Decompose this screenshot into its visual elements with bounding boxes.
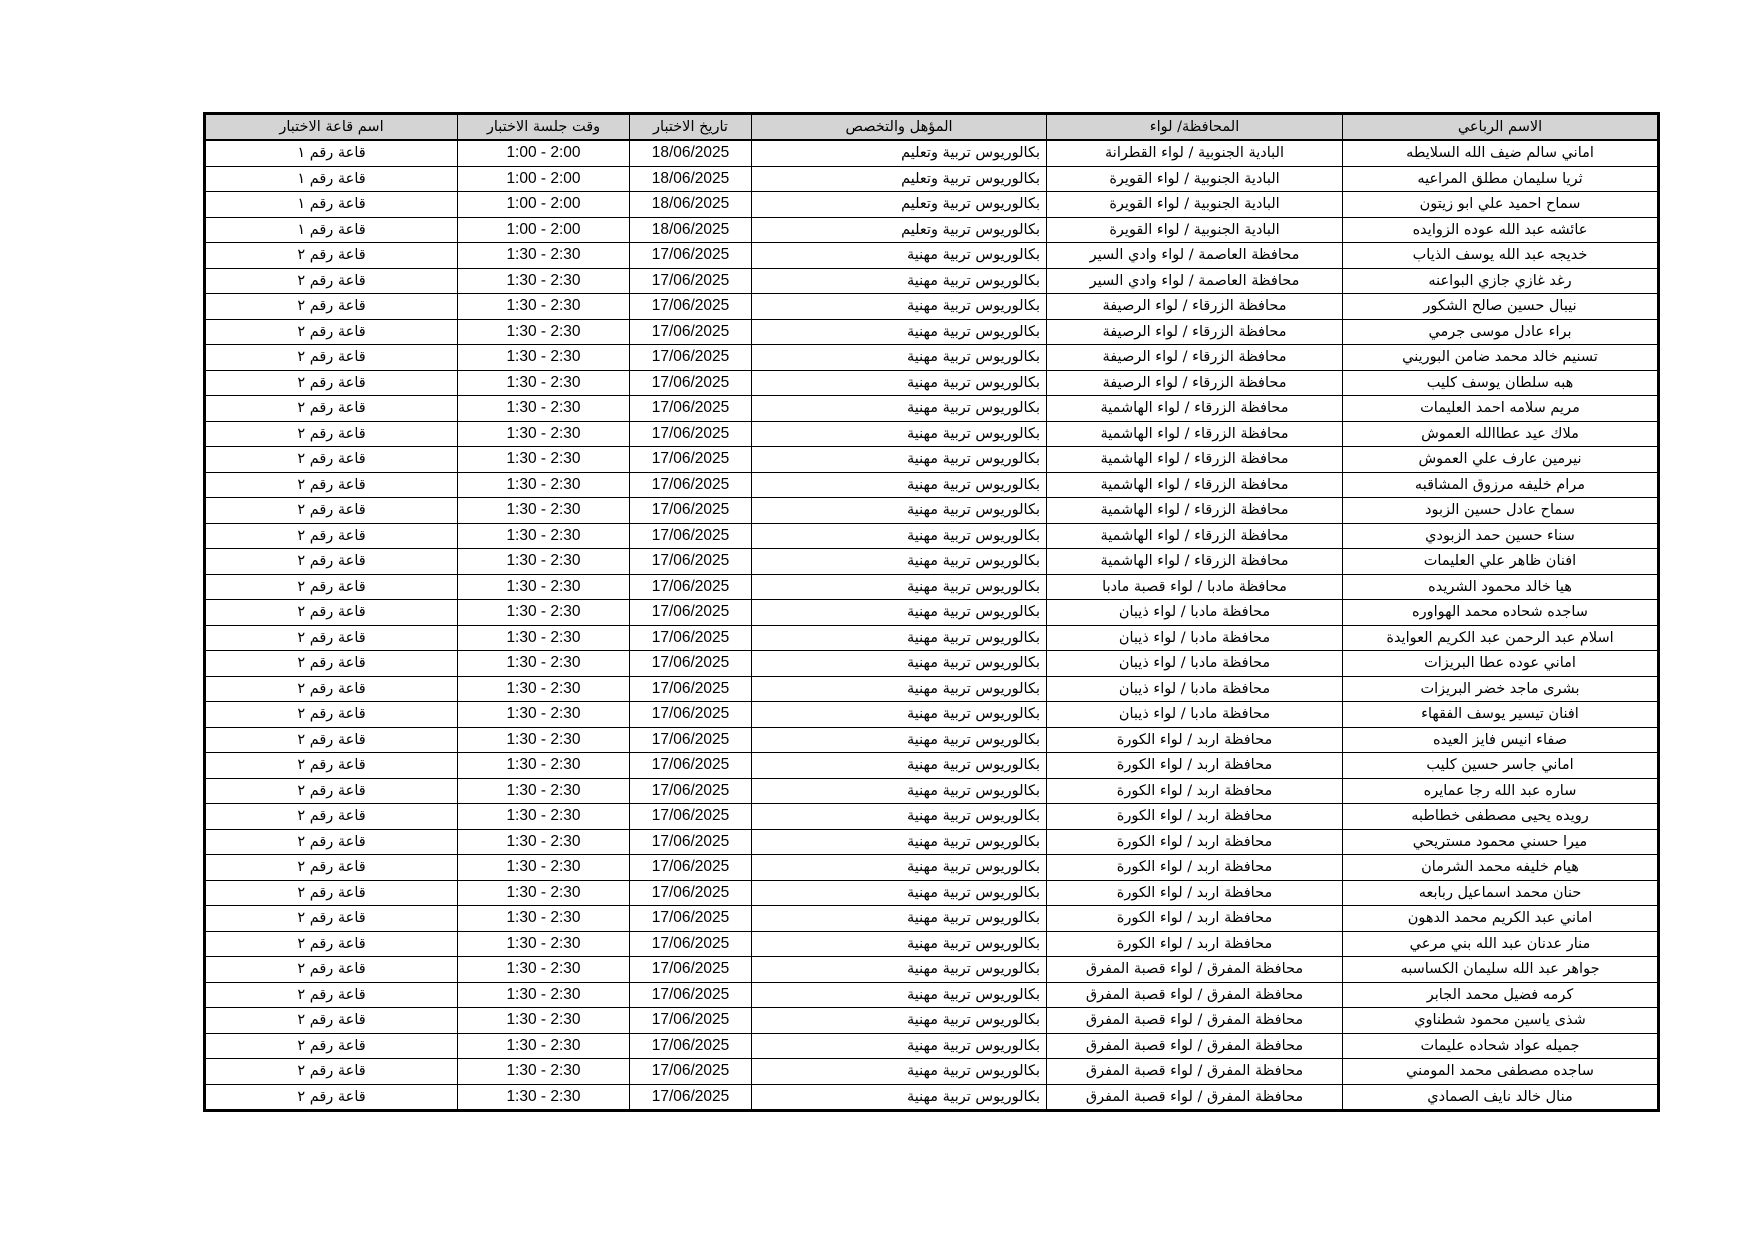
time-cell: 1:30 - 2:30: [458, 880, 630, 906]
table-row: [205, 319, 1659, 345]
time-cell: 1:30 - 2:30: [458, 778, 630, 804]
governorate-cell: البادية الجنوبية / لواء القويرة: [1047, 192, 1343, 218]
qualification-cell: بكالوريوس تربية مهنية: [752, 472, 1047, 498]
hall-cell: قاعة رقم ١: [205, 192, 458, 218]
name-cell: اماني عبد الكريم محمد الدهون: [1343, 906, 1659, 932]
date-cell: 17/06/2025: [630, 855, 752, 881]
time-cell: 1:30 - 2:30: [458, 370, 630, 396]
governorate-cell: محافظة الزرقاء / لواء الهاشمية: [1047, 498, 1343, 524]
date-cell: 17/06/2025: [630, 370, 752, 396]
hall-cell: قاعة رقم ٢: [205, 676, 458, 702]
table-row: [205, 906, 1659, 932]
table-row: [205, 549, 1659, 575]
date-cell: 17/06/2025: [630, 345, 752, 371]
date-cell: 17/06/2025: [630, 778, 752, 804]
date-cell: 17/06/2025: [630, 268, 752, 294]
name-cell: صفاء انيس فايز العيده: [1343, 727, 1659, 753]
table-row: [205, 829, 1659, 855]
hall-cell: قاعة رقم ٢: [205, 421, 458, 447]
qualification-cell: بكالوريوس تربية وتعليم: [752, 217, 1047, 243]
governorate-cell: محافظة المفرق / لواء قصبة المفرق: [1047, 957, 1343, 983]
name-cell: رويده يحيى مصطفى خطاطبه: [1343, 804, 1659, 830]
date-cell: 17/06/2025: [630, 600, 752, 626]
name-cell: سماح عادل حسين الزبود: [1343, 498, 1659, 524]
date-cell: 18/06/2025: [630, 140, 752, 166]
hall-cell: قاعة رقم ٢: [205, 1008, 458, 1034]
qualification-cell: بكالوريوس تربية مهنية: [752, 523, 1047, 549]
table-row: [205, 396, 1659, 422]
qualification-cell: بكالوريوس تربية مهنية: [752, 319, 1047, 345]
time-cell: 1:30 - 2:30: [458, 804, 630, 830]
governorate-cell: محافظة مادبا / لواء ذيبان: [1047, 702, 1343, 728]
hall-cell: قاعة رقم ٢: [205, 574, 458, 600]
hall-cell: قاعة رقم ٢: [205, 753, 458, 779]
table-row: [205, 166, 1659, 192]
name-cell: اماني عوده عطا البريزات: [1343, 651, 1659, 677]
date-cell: 17/06/2025: [630, 243, 752, 269]
name-cell: عائشه عبد الله عوده الزوايده: [1343, 217, 1659, 243]
governorate-cell: محافظة الزرقاء / لواء الهاشمية: [1047, 396, 1343, 422]
date-cell: 17/06/2025: [630, 1008, 752, 1034]
qualification-cell: بكالوريوس تربية مهنية: [752, 396, 1047, 422]
hall-cell: قاعة رقم ٢: [205, 243, 458, 269]
governorate-cell: محافظة المفرق / لواء قصبة المفرق: [1047, 1059, 1343, 1085]
qualification-cell: بكالوريوس تربية مهنية: [752, 294, 1047, 320]
qualification-cell: بكالوريوس تربية مهنية: [752, 574, 1047, 600]
date-cell: 17/06/2025: [630, 447, 752, 473]
table-row: [205, 243, 1659, 269]
name-cell: ملاك عيد عطاالله العموش: [1343, 421, 1659, 447]
table-row: [205, 855, 1659, 881]
time-cell: 1:30 - 2:30: [458, 727, 630, 753]
date-cell: 17/06/2025: [630, 1059, 752, 1085]
table-row: [205, 217, 1659, 243]
qualification-cell: بكالوريوس تربية مهنية: [752, 1059, 1047, 1085]
header-time: وقت جلسة الاختبار: [458, 114, 630, 141]
qualification-cell: بكالوريوس تربية مهنية: [752, 370, 1047, 396]
table-row: [205, 651, 1659, 677]
qualification-cell: بكالوريوس تربية مهنية: [752, 268, 1047, 294]
time-cell: 1:30 - 2:30: [458, 421, 630, 447]
time-cell: 1:30 - 2:30: [458, 676, 630, 702]
hall-cell: قاعة رقم ٢: [205, 931, 458, 957]
date-cell: 17/06/2025: [630, 319, 752, 345]
governorate-cell: البادية الجنوبية / لواء القطرانة: [1047, 140, 1343, 166]
governorate-cell: محافظة المفرق / لواء قصبة المفرق: [1047, 1084, 1343, 1111]
name-cell: ميرا حسني محمود مستريحي: [1343, 829, 1659, 855]
name-cell: جميله عواد شحاده عليمات: [1343, 1033, 1659, 1059]
table-row: [205, 727, 1659, 753]
time-cell: 1:30 - 2:30: [458, 345, 630, 371]
date-cell: 18/06/2025: [630, 192, 752, 218]
time-cell: 1:30 - 2:30: [458, 523, 630, 549]
date-cell: 17/06/2025: [630, 676, 752, 702]
exam-schedule-sheet: [203, 112, 1657, 1112]
hall-cell: قاعة رقم ٢: [205, 625, 458, 651]
table-row: [205, 268, 1659, 294]
time-cell: 1:30 - 2:30: [458, 1008, 630, 1034]
header-governorate: المحافظة/ لواء: [1047, 114, 1343, 141]
time-cell: 1:30 - 2:30: [458, 957, 630, 983]
name-cell: هيا خالد محمود الشريده: [1343, 574, 1659, 600]
date-cell: 17/06/2025: [630, 523, 752, 549]
name-cell: اسلام عبد الرحمن عبد الكريم العوايدة: [1343, 625, 1659, 651]
table-row: [205, 1008, 1659, 1034]
governorate-cell: محافظة الزرقاء / لواء الرصيفة: [1047, 319, 1343, 345]
qualification-cell: بكالوريوس تربية مهنية: [752, 421, 1047, 447]
qualification-cell: بكالوريوس تربية مهنية: [752, 676, 1047, 702]
table-row: [205, 192, 1659, 218]
name-cell: تسنيم خالد محمد ضامن البوريني: [1343, 345, 1659, 371]
name-cell: افنان ظاهر علي العليمات: [1343, 549, 1659, 575]
hall-cell: قاعة رقم ٢: [205, 957, 458, 983]
qualification-cell: بكالوريوس تربية مهنية: [752, 931, 1047, 957]
date-cell: 17/06/2025: [630, 651, 752, 677]
qualification-cell: بكالوريوس تربية مهنية: [752, 702, 1047, 728]
time-cell: 1:30 - 2:30: [458, 1084, 630, 1111]
governorate-cell: محافظة الزرقاء / لواء الهاشمية: [1047, 523, 1343, 549]
governorate-cell: محافظة مادبا / لواء ذيبان: [1047, 651, 1343, 677]
time-cell: 1:00 - 2:00: [458, 192, 630, 218]
hall-cell: قاعة رقم ٢: [205, 855, 458, 881]
time-cell: 1:30 - 2:30: [458, 549, 630, 575]
hall-cell: قاعة رقم ٢: [205, 370, 458, 396]
time-cell: 1:00 - 2:00: [458, 140, 630, 166]
table-row: [205, 1033, 1659, 1059]
hall-cell: قاعة رقم ٢: [205, 982, 458, 1008]
qualification-cell: بكالوريوس تربية مهنية: [752, 906, 1047, 932]
table-row: [205, 370, 1659, 396]
hall-cell: قاعة رقم ٢: [205, 702, 458, 728]
table-row: [205, 982, 1659, 1008]
governorate-cell: محافظة مادبا / لواء ذيبان: [1047, 625, 1343, 651]
time-cell: 1:30 - 2:30: [458, 600, 630, 626]
governorate-cell: محافظة الزرقاء / لواء الرصيفة: [1047, 294, 1343, 320]
time-cell: 1:30 - 2:30: [458, 931, 630, 957]
hall-cell: قاعة رقم ٢: [205, 829, 458, 855]
governorate-cell: محافظة الزرقاء / لواء الهاشمية: [1047, 472, 1343, 498]
name-cell: نيرمين عارف علي العموش: [1343, 447, 1659, 473]
governorate-cell: محافظة الزرقاء / لواء الرصيفة: [1047, 345, 1343, 371]
hall-cell: قاعة رقم ٢: [205, 523, 458, 549]
qualification-cell: بكالوريوس تربية مهنية: [752, 625, 1047, 651]
name-cell: بشرى ماجد خضر البريزات: [1343, 676, 1659, 702]
qualification-cell: بكالوريوس تربية مهنية: [752, 651, 1047, 677]
name-cell: مرام خليفه مرزوق المشاقبه: [1343, 472, 1659, 498]
qualification-cell: بكالوريوس تربية مهنية: [752, 829, 1047, 855]
governorate-cell: محافظة اربد / لواء الكورة: [1047, 727, 1343, 753]
name-cell: شذى ياسين محمود شطناوي: [1343, 1008, 1659, 1034]
hall-cell: قاعة رقم ١: [205, 166, 458, 192]
governorate-cell: البادية الجنوبية / لواء القويرة: [1047, 217, 1343, 243]
date-cell: 17/06/2025: [630, 498, 752, 524]
date-cell: 17/06/2025: [630, 1084, 752, 1111]
header-row: [205, 114, 1659, 141]
governorate-cell: محافظة العاصمة / لواء وادي السير: [1047, 268, 1343, 294]
time-cell: 1:30 - 2:30: [458, 829, 630, 855]
hall-cell: قاعة رقم ٢: [205, 600, 458, 626]
qualification-cell: بكالوريوس تربية وتعليم: [752, 192, 1047, 218]
hall-cell: قاعة رقم ٢: [205, 1033, 458, 1059]
qualification-cell: بكالوريوس تربية مهنية: [752, 345, 1047, 371]
hall-cell: قاعة رقم ٢: [205, 345, 458, 371]
time-cell: 1:30 - 2:30: [458, 753, 630, 779]
name-cell: رغد غازي جازي البواعنه: [1343, 268, 1659, 294]
table-row: [205, 447, 1659, 473]
name-cell: اماني سالم ضيف الله السلايطه: [1343, 140, 1659, 166]
time-cell: 1:30 - 2:30: [458, 651, 630, 677]
qualification-cell: بكالوريوس تربية مهنية: [752, 778, 1047, 804]
hall-cell: قاعة رقم ٢: [205, 319, 458, 345]
qualification-cell: بكالوريوس تربية مهنية: [752, 1084, 1047, 1111]
table-row: [205, 957, 1659, 983]
name-cell: افنان تيسير يوسف الفقهاء: [1343, 702, 1659, 728]
name-cell: ثريا سليمان مطلق المراعيه: [1343, 166, 1659, 192]
table-row: [205, 345, 1659, 371]
time-cell: 1:00 - 2:00: [458, 217, 630, 243]
date-cell: 17/06/2025: [630, 727, 752, 753]
table-row: [205, 880, 1659, 906]
date-cell: 18/06/2025: [630, 217, 752, 243]
governorate-cell: محافظة اربد / لواء الكورة: [1047, 829, 1343, 855]
table-row: [205, 294, 1659, 320]
time-cell: 1:30 - 2:30: [458, 498, 630, 524]
governorate-cell: محافظة المفرق / لواء قصبة المفرق: [1047, 982, 1343, 1008]
header-qualification: المؤهل والتخصص: [752, 114, 1047, 141]
date-cell: 18/06/2025: [630, 166, 752, 192]
date-cell: 17/06/2025: [630, 702, 752, 728]
hall-cell: قاعة رقم ١: [205, 140, 458, 166]
qualification-cell: بكالوريوس تربية مهنية: [752, 727, 1047, 753]
date-cell: 17/06/2025: [630, 880, 752, 906]
governorate-cell: محافظة اربد / لواء الكورة: [1047, 804, 1343, 830]
name-cell: براء عادل موسى جرمي: [1343, 319, 1659, 345]
name-cell: اماني جاسر حسين كليب: [1343, 753, 1659, 779]
qualification-cell: بكالوريوس تربية مهنية: [752, 855, 1047, 881]
table-row: [205, 804, 1659, 830]
time-cell: 1:30 - 2:30: [458, 625, 630, 651]
name-cell: حنان محمد اسماعيل ربابعه: [1343, 880, 1659, 906]
date-cell: 17/06/2025: [630, 421, 752, 447]
name-cell: منار عدنان عبد الله بني مرعي: [1343, 931, 1659, 957]
governorate-cell: محافظة اربد / لواء الكورة: [1047, 855, 1343, 881]
hall-cell: قاعة رقم ١: [205, 217, 458, 243]
hall-cell: قاعة رقم ٢: [205, 549, 458, 575]
time-cell: 1:00 - 2:00: [458, 166, 630, 192]
date-cell: 17/06/2025: [630, 574, 752, 600]
date-cell: 17/06/2025: [630, 625, 752, 651]
time-cell: 1:30 - 2:30: [458, 472, 630, 498]
time-cell: 1:30 - 2:30: [458, 1033, 630, 1059]
hall-cell: قاعة رقم ٢: [205, 651, 458, 677]
table-row: [205, 625, 1659, 651]
name-cell: هبه سلطان يوسف كليب: [1343, 370, 1659, 396]
exam-schedule-table: [203, 112, 1660, 1112]
qualification-cell: بكالوريوس تربية وتعليم: [752, 166, 1047, 192]
qualification-cell: بكالوريوس تربية مهنية: [752, 549, 1047, 575]
governorate-cell: محافظة اربد / لواء الكورة: [1047, 778, 1343, 804]
date-cell: 17/06/2025: [630, 829, 752, 855]
name-cell: مريم سلامه احمد العليمات: [1343, 396, 1659, 422]
time-cell: 1:30 - 2:30: [458, 702, 630, 728]
table-row: [205, 753, 1659, 779]
governorate-cell: محافظة مادبا / لواء قصبة مادبا: [1047, 574, 1343, 600]
time-cell: 1:30 - 2:30: [458, 447, 630, 473]
date-cell: 17/06/2025: [630, 906, 752, 932]
date-cell: 17/06/2025: [630, 549, 752, 575]
name-cell: سماح احميد علي ابو زيتون: [1343, 192, 1659, 218]
time-cell: 1:30 - 2:30: [458, 294, 630, 320]
table-row: [205, 523, 1659, 549]
qualification-cell: بكالوريوس تربية مهنية: [752, 1008, 1047, 1034]
name-cell: جواهر عبد الله سليمان الكساسبه: [1343, 957, 1659, 983]
qualification-cell: بكالوريوس تربية وتعليم: [752, 140, 1047, 166]
date-cell: 17/06/2025: [630, 931, 752, 957]
time-cell: 1:30 - 2:30: [458, 574, 630, 600]
qualification-cell: بكالوريوس تربية مهنية: [752, 804, 1047, 830]
governorate-cell: محافظة الزرقاء / لواء الهاشمية: [1047, 549, 1343, 575]
governorate-cell: محافظة اربد / لواء الكورة: [1047, 906, 1343, 932]
hall-cell: قاعة رقم ٢: [205, 268, 458, 294]
table-row: [205, 1084, 1659, 1111]
time-cell: 1:30 - 2:30: [458, 243, 630, 269]
hall-cell: قاعة رقم ٢: [205, 880, 458, 906]
name-cell: ساره عبد الله رجا عمايره: [1343, 778, 1659, 804]
governorate-cell: محافظة مادبا / لواء ذيبان: [1047, 600, 1343, 626]
governorate-cell: محافظة المفرق / لواء قصبة المفرق: [1047, 1033, 1343, 1059]
qualification-cell: بكالوريوس تربية مهنية: [752, 753, 1047, 779]
time-cell: 1:30 - 2:30: [458, 855, 630, 881]
qualification-cell: بكالوريوس تربية مهنية: [752, 957, 1047, 983]
name-cell: ساجده مصطفى محمد المومني: [1343, 1059, 1659, 1085]
header-date: تاريخ الاختبار: [630, 114, 752, 141]
governorate-cell: محافظة المفرق / لواء قصبة المفرق: [1047, 1008, 1343, 1034]
time-cell: 1:30 - 2:30: [458, 906, 630, 932]
hall-cell: قاعة رقم ٢: [205, 804, 458, 830]
table-body: [205, 140, 1659, 1111]
hall-cell: قاعة رقم ٢: [205, 472, 458, 498]
qualification-cell: بكالوريوس تربية مهنية: [752, 498, 1047, 524]
governorate-cell: محافظة اربد / لواء الكورة: [1047, 753, 1343, 779]
date-cell: 17/06/2025: [630, 396, 752, 422]
table-row: [205, 472, 1659, 498]
table-row: [205, 600, 1659, 626]
date-cell: 17/06/2025: [630, 753, 752, 779]
name-cell: كرمه فضيل محمد الجابر: [1343, 982, 1659, 1008]
qualification-cell: بكالوريوس تربية مهنية: [752, 600, 1047, 626]
governorate-cell: محافظة الزرقاء / لواء الهاشمية: [1047, 447, 1343, 473]
governorate-cell: محافظة اربد / لواء الكورة: [1047, 880, 1343, 906]
header-full-name: الاسم الرباعي: [1343, 114, 1659, 141]
table-row: [205, 676, 1659, 702]
date-cell: 17/06/2025: [630, 804, 752, 830]
governorate-cell: البادية الجنوبية / لواء القويرة: [1047, 166, 1343, 192]
name-cell: ساجده شحاده محمد الهواوره: [1343, 600, 1659, 626]
hall-cell: قاعة رقم ٢: [205, 727, 458, 753]
name-cell: سناء حسين حمد الزبودي: [1343, 523, 1659, 549]
time-cell: 1:30 - 2:30: [458, 268, 630, 294]
name-cell: منال خالد نايف الصمادي: [1343, 1084, 1659, 1111]
governorate-cell: محافظة العاصمة / لواء وادي السير: [1047, 243, 1343, 269]
table-row: [205, 778, 1659, 804]
table-row: [205, 702, 1659, 728]
governorate-cell: محافظة مادبا / لواء ذيبان: [1047, 676, 1343, 702]
name-cell: هيام خليفه محمد الشرمان: [1343, 855, 1659, 881]
time-cell: 1:30 - 2:30: [458, 319, 630, 345]
table-row: [205, 421, 1659, 447]
table-row: [205, 1059, 1659, 1085]
name-cell: خديجه عبد الله يوسف الذياب: [1343, 243, 1659, 269]
date-cell: 17/06/2025: [630, 982, 752, 1008]
table-row: [205, 931, 1659, 957]
hall-cell: قاعة رقم ٢: [205, 778, 458, 804]
hall-cell: قاعة رقم ٢: [205, 294, 458, 320]
hall-cell: قاعة رقم ٢: [205, 396, 458, 422]
qualification-cell: بكالوريوس تربية مهنية: [752, 982, 1047, 1008]
time-cell: 1:30 - 2:30: [458, 982, 630, 1008]
table-row: [205, 498, 1659, 524]
hall-cell: قاعة رقم ٢: [205, 1059, 458, 1085]
hall-cell: قاعة رقم ٢: [205, 498, 458, 524]
hall-cell: قاعة رقم ٢: [205, 906, 458, 932]
date-cell: 17/06/2025: [630, 472, 752, 498]
date-cell: 17/06/2025: [630, 1033, 752, 1059]
governorate-cell: محافظة الزرقاء / لواء الرصيفة: [1047, 370, 1343, 396]
hall-cell: قاعة رقم ٢: [205, 447, 458, 473]
governorate-cell: محافظة اربد / لواء الكورة: [1047, 931, 1343, 957]
qualification-cell: بكالوريوس تربية مهنية: [752, 447, 1047, 473]
time-cell: 1:30 - 2:30: [458, 396, 630, 422]
time-cell: 1:30 - 2:30: [458, 1059, 630, 1085]
qualification-cell: بكالوريوس تربية مهنية: [752, 243, 1047, 269]
date-cell: 17/06/2025: [630, 294, 752, 320]
hall-cell: قاعة رقم ٢: [205, 1084, 458, 1111]
governorate-cell: محافظة الزرقاء / لواء الهاشمية: [1047, 421, 1343, 447]
header-hall: اسم قاعة الاختبار: [205, 114, 458, 141]
date-cell: 17/06/2025: [630, 957, 752, 983]
qualification-cell: بكالوريوس تربية مهنية: [752, 1033, 1047, 1059]
table-row: [205, 140, 1659, 166]
qualification-cell: بكالوريوس تربية مهنية: [752, 880, 1047, 906]
table-row: [205, 574, 1659, 600]
name-cell: نيبال حسين صالح الشكور: [1343, 294, 1659, 320]
